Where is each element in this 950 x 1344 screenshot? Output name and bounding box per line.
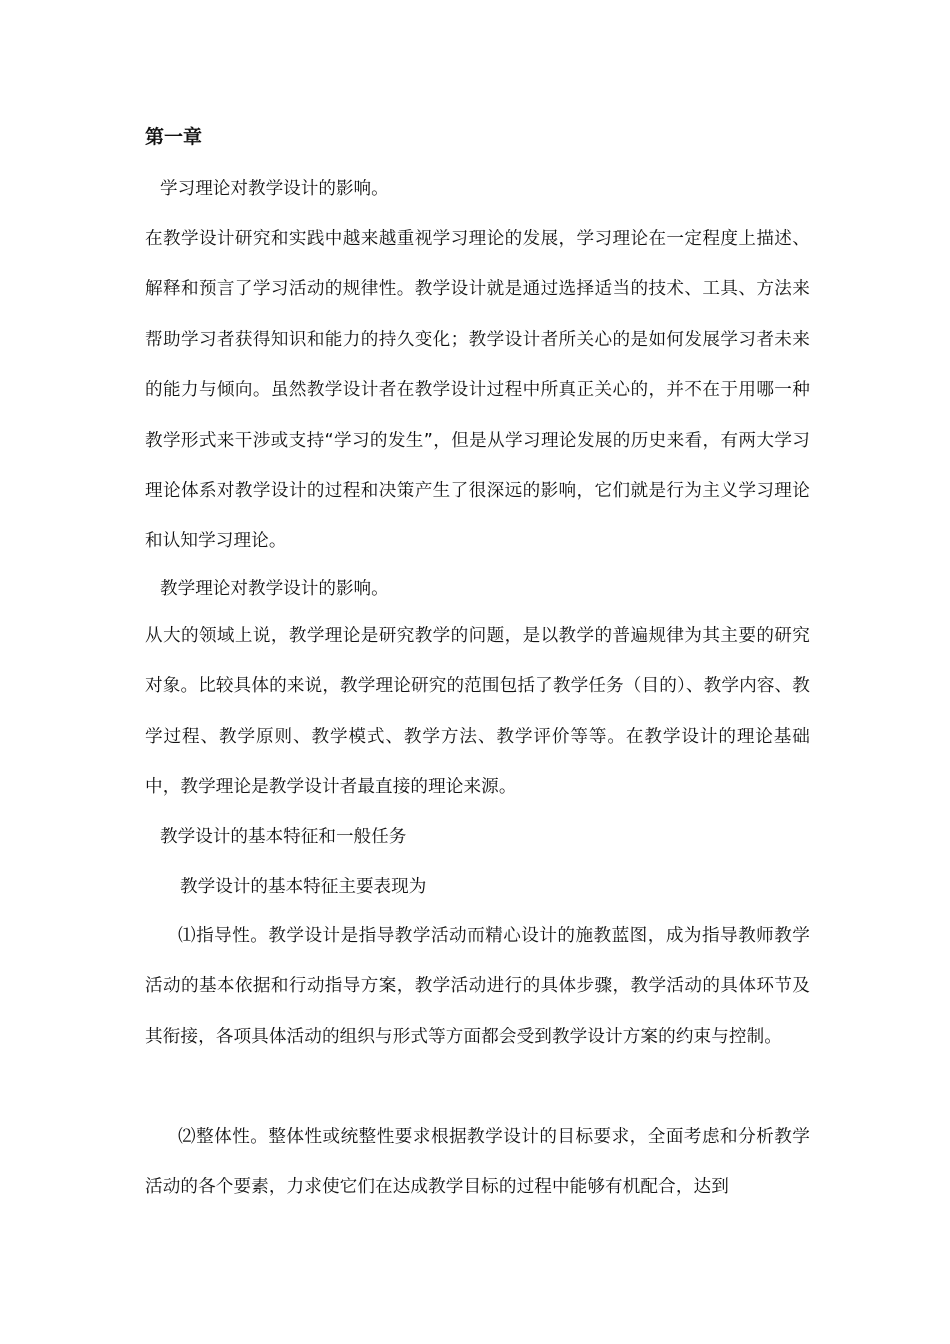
learning-theory-heading: 学习理论对教学设计的影响。 [160, 179, 389, 199]
features-heading: 教学设计的基本特征和一般任务 [160, 827, 407, 847]
teaching-theory-paragraph: 从大的领域上说，教学理论是研究教学的问题，是以教学的普遍规律为其主要的研究对象。比较具体的来说，教学理论研究的范围包括了教学任务（目的）、教学内容、教学过程、教学原则、教学模式、教学方法、教学评价等等。在教学设计的理论基础中，教学理论是教学设计者最直接的理论来源。 [145, 626, 810, 798]
feature-guidance-paragraph: ⑴指导性。教学设计是指导教学活动而精心设计的施教蓝图，成为指导教师教学活动的基本依据和行动指导方案，教学活动进行的具体步骤，教学活动的具体环节及其衔接，各项具体活动的组织与形式等方面都会受到教学设计方案的约束与控制。 [145, 926, 810, 1047]
feature-integrity-paragraph: ⑵整体性。整体性或统整性要求根据教学设计的目标要求，全面考虑和分析教学活动的各个要素，力求使它们在达成教学目标的过程中能够有机配合，达到 [145, 1127, 810, 1198]
chapter-title: 第一章 [145, 126, 203, 148]
features-subheading: 教学设计的基本特征主要表现为 [180, 877, 427, 897]
learning-theory-paragraph: 在教学设计研究和实践中越来越重视学习理论的发展，学习理论在一定程度上描述、解释和预言了学习活动的规律性。教学设计就是通过选择适当的技术、工具、方法来帮助学习者获得知识和能力的持久变化；教学设计者所关心的是如何发展学习者未来的能力与倾向。虽然教学设计者在教学设计过程中所真正关心的，并不在于用哪一种教学形式来干涉或支持“学习的发生”，但是从学习理论发展的历史来看，有两大学习理论体系对教学设计的过程和决策产生了很深远的影响，它们就是行为主义学习理论和认知学习理论。 [145, 229, 810, 552]
teaching-theory-heading: 教学理论对教学设计的影响。 [160, 579, 389, 599]
